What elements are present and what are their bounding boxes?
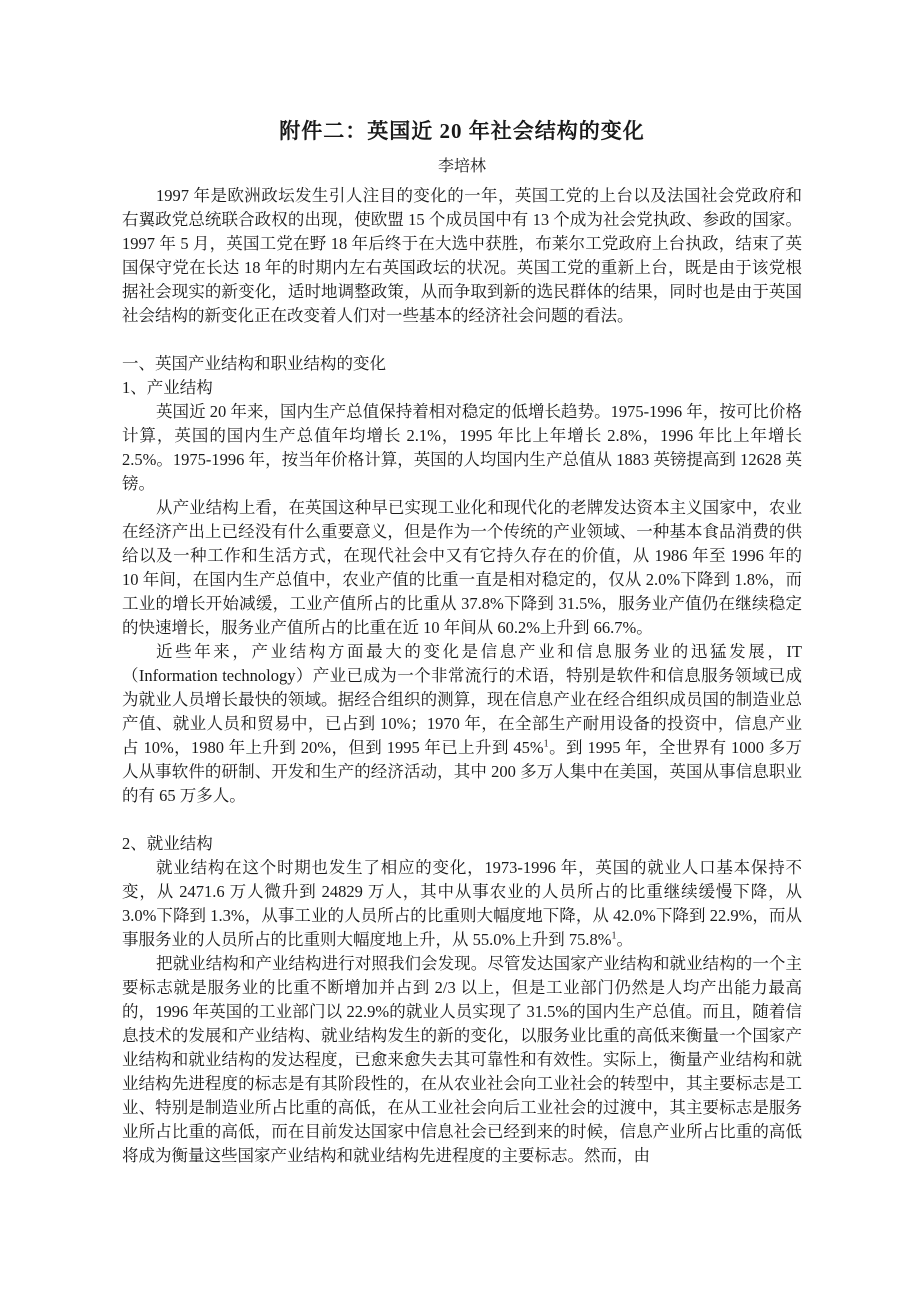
footnote-ref: 1 <box>611 930 617 942</box>
text-run: 从产业结构上看，在英国这种早已实现工业化和现代化的老牌发达资本主义国家中，农业在经济产出上已经没有什么重要意义，但是作为一个传统的产业领域、一种基本食品消费的供给以及一种工作和生活方式，在现代社会中又有它持久存在的价值，从 1986 年至 1996 年的 10 年间，在国内生产总值中，农业产值的比重一直是相对稳定的，仅从 2.0%下降到 1.8%，而工业的增长开始减缓，工业产值所占的比重从 37.8%下降到 31.5%，服务业产值仍在继续稳定的快速增长，服务业产值所占的比重在近 10 年间从 60.2%上升到 66.7%。 <box>122 498 802 637</box>
document-body <box>122 184 802 1168</box>
paragraph <box>122 640 802 808</box>
text-run: 1、产业结构 <box>122 378 213 397</box>
text-run: 。 <box>616 930 633 949</box>
document-author: 李培林 <box>437 158 486 175</box>
paragraph <box>122 952 802 1168</box>
blank-line <box>122 808 802 832</box>
paragraph <box>122 856 802 952</box>
text-run: 2、就业结构 <box>122 834 213 853</box>
text-run: 。到 1995 年，全世界有 1000 多万人从事软件的研制、开发和生产的经济活动，其中 200 多万人集中在美国，英国从事信息职业的有 65 万多人。 <box>122 738 803 805</box>
text-run: 1997 年是欧洲政坛发生引人注目的变化的一年，英国工党的上台以及法国社会党政府和右翼政党总统联合政权的出现，使欧盟 15 个成员国中有 13 个成为社会党执政、参政的国家。1997 年 5 月，英国工党在野 18 年后终于在大选中获胜，布莱尔工党政府上台执政，结束了英国保守党在长达 18 年的时期内左右英国政坛的状况。英国工党的重新上台，既是由于该党根据社会现实的新变化，适时地调整政策，从而争取到新的选民群体的结果，同时也是由于英国社会结构的新变化正在改变着人们对一些基本的经济社会问题的看法。 <box>122 186 802 325</box>
paragraph <box>122 400 802 496</box>
paragraph <box>122 496 802 640</box>
subheading <box>122 832 802 856</box>
footnote-ref: 1 <box>543 738 549 750</box>
heading <box>122 352 802 376</box>
text-run: 一、英国产业结构和职业结构的变化 <box>122 354 386 373</box>
document-title: 附件二：英国近 20 年社会结构的变化 <box>279 119 645 143</box>
text-run: 英国近 20 年来，国内生产总值保持着相对稳定的低增长趋势。1975-1996 年，按可比价格计算，英国的国内生产总值年均增长 2.1%，1995 年比上年增长 2.8%，1996 年比上年增长 2.5%。1975-1996 年，按当年价格计算，英国的人均国内生产总值从 1883 英镑提高到 12628 英镑。 <box>122 402 802 493</box>
subheading <box>122 376 802 400</box>
text-run: 把就业结构和产业结构进行对照我们会发现。尽管发达国家产业结构和就业结构的一个主要标志就是服务业的比重不断增加并占到 2/3 以上，但是工业部门仍然是人均产出能力最高的，1996 年英国的工业部门以 22.9%的就业人员实现了 31.5%的国内生产总值。而且，随着信息技术的发展和产业结构、就业结构发生的新的变化，以服务业比重的高低来衡量一个国家产业结构和就业结构的发达程度，已愈来愈失去其可靠性和有效性。实际上，衡量产业结构和就业结构先进程度的标志是有其阶段性的，在从农业社会向工业社会的转型中，其主要标志是工业、特别是制造业所占比重的高低，在从工业社会向后工业社会的过渡中，其主要标志是服务业所占比重的高低，而在目前发达国家中信息社会已经到来的时候，信息产业所占比重的高低将成为衡量这些国家产业结构和就业结构先进程度的主要标志。然而，由 <box>122 954 802 1165</box>
text-run: 就业结构在这个时期也发生了相应的变化，1973-1996 年，英国的就业人口基本保持不变，从 2471.6 万人微升到 24829 万人，其中从事农业的人员所占的比重继续缓慢下降，从 3.0%下降到 1.3%，从事工业的人员所占的比重则大幅度地下降，从 42.0%下降到 22.9%，而从事服务业的人员所占的比重则大幅度地上升，从 55.0%上升到 75.8% <box>122 858 802 949</box>
blank-line <box>122 328 802 352</box>
text-run: 近些年来，产业结构方面最大的变化是信息产业和信息服务业的迅猛发展，IT（Information technology）产业已成为一个非常流行的术语，特别是软件和信息服务领域已成为就业人员增长最快的领域。据经合组织的测算，现在信息产业在经合组织成员国的制造业总产值、就业人员和贸易中，已占到 10%；1970 年，在全部生产耐用设备的投资中，信息产业占 10%，1980 年上升到 20%，但到 1995 年已上升到 45% <box>122 642 802 757</box>
document-content <box>122 116 802 1168</box>
paragraph <box>122 184 802 328</box>
